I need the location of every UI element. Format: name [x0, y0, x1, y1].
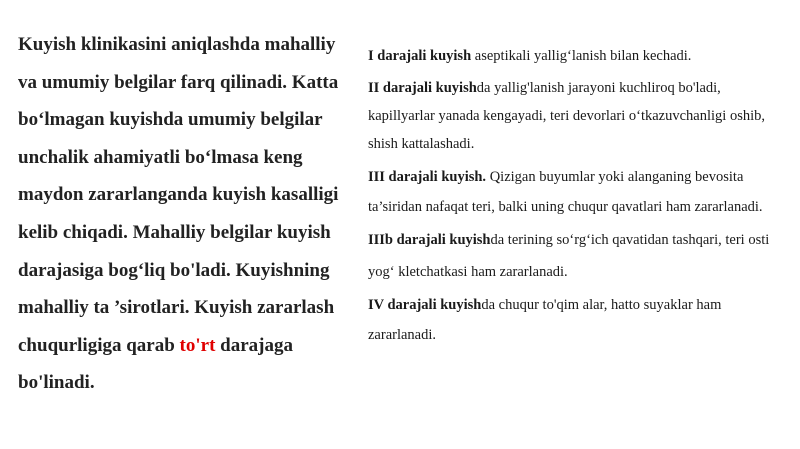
paragraph-text: Kuyish klinikasini aniqlashda mahalliy va umumiy belgilar farq qilinadi. Katta bo‘lmagan kuyishda umumiy belgilar unchalik ahamiyatli bo‘lmasa keng maydon zararlanganda kuyish kasalligi kelib chiqadi. Mahalliy belgilar kuyish darajasiga bog‘liq bo'ladi. Kuyishning mahalliy ta ’sirotlari. Kuyish zararlash chuqurligiga qarab	[18, 34, 339, 356]
degree-2	[368, 74, 788, 158]
degree-3b	[368, 226, 788, 254]
degree-3-text: Qizigan buyumlar yoki alanganing bevosita ta’siridan nafaqat teri, balki uning chuqur qavatlari ham zararlanadi.	[368, 169, 763, 215]
highlight-four: to'rt	[179, 334, 216, 356]
degree-3b-continued: yog‘ kletchatkasi ham zararlanadi.	[368, 264, 568, 280]
burn-degrees-list	[368, 42, 788, 350]
degree-4	[368, 290, 788, 350]
paragraph-ending: darajaga bo'linadi.	[18, 334, 293, 394]
degree-1-title: I darajali kuyish	[368, 48, 472, 64]
main-paragraph	[18, 26, 358, 402]
degree-2-text: da yallig'lanish jarayoni kuchliroq bo'ladi, kapillyarlar yanada kengayadi, teri devorlari o‘tkazuvchanligi oshib, shish kattalashadi.	[368, 80, 765, 152]
burn-classification-text	[18, 26, 358, 402]
degree-2-title: II darajali kuyish	[368, 80, 477, 96]
degree-3b-text: da terining so‘rg‘ich qavatidan tashqari, teri osti	[490, 232, 770, 248]
degree-3	[368, 162, 788, 222]
degree-3b-title: IIIb darajali kuyish	[368, 232, 491, 248]
degree-1-text: aseptikali yallig‘lanish bilan kechadi.	[471, 48, 692, 64]
degree-3-title: III darajali kuyish.	[368, 169, 487, 185]
degree-4-title: IV darajali kuyish	[368, 297, 482, 313]
degree-4-text: da chuqur to'qim alar, hatto suyaklar ham zararlanadi.	[368, 297, 722, 343]
degree-1	[368, 42, 788, 70]
